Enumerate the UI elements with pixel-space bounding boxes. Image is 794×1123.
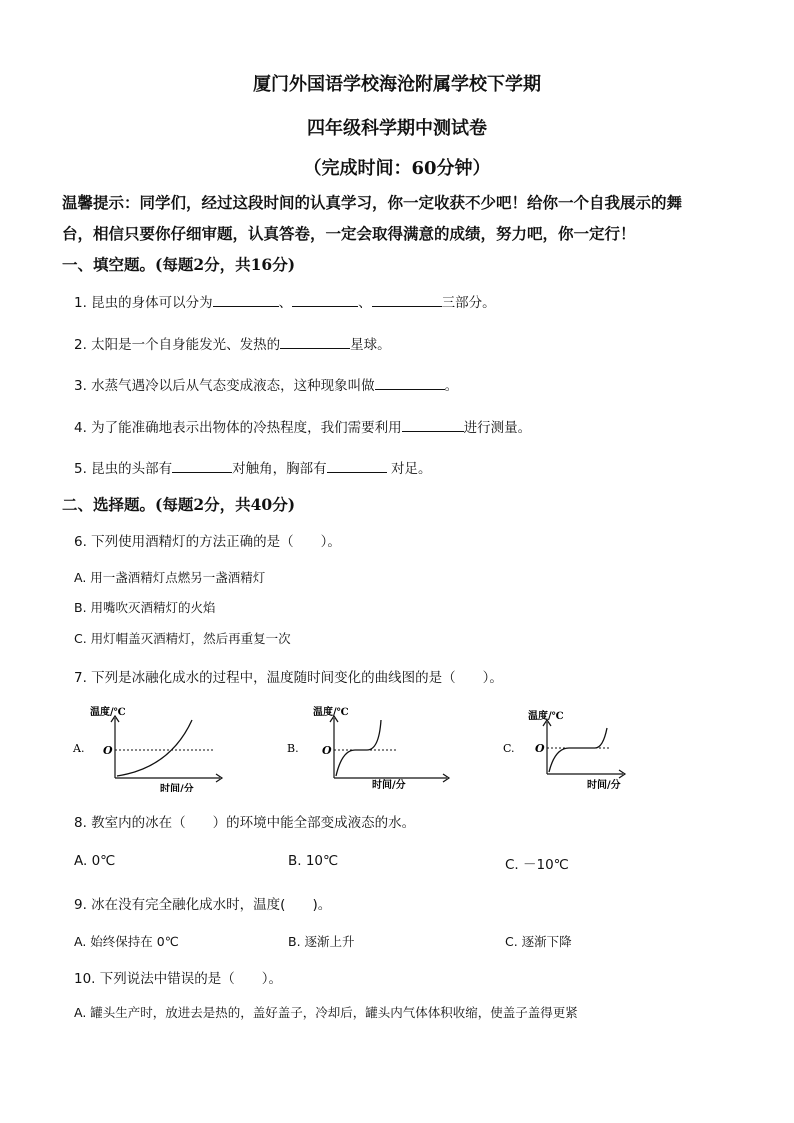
answer-blank[interactable] <box>375 375 445 390</box>
question-8-stem: 8. 教室内的冰在（ ）的环境中能全部变成液态的水。 <box>74 815 416 831</box>
question-3-text-a: 3. 水蒸气遇冷以后从气态变成液态，这种现象叫做 <box>74 378 375 394</box>
tip-line-1: 温馨提示：同学们，经过这段时间的认真学习，你一定收获不少吧！给你一个自我展示的舞 <box>62 193 683 212</box>
answer-blank[interactable] <box>292 292 358 307</box>
graph-b-chart <box>287 700 457 792</box>
graph-a-curve <box>117 720 192 776</box>
tip-line-2: 台，相信只要你仔细审题，认真答卷，一定会取得满意的成绩，努力吧，你一定行！ <box>62 224 636 243</box>
question-10-stem: 10. 下列说法中错误的是（ ）。 <box>74 971 283 987</box>
graph-a-label: A. <box>73 742 85 755</box>
graph-c-curve <box>549 728 607 772</box>
question-7-option-b[interactable] <box>287 700 457 796</box>
question-4-text-a: 4. 为了能准确地表示出物体的冷热程度，我们需要利用 <box>74 420 402 436</box>
question-8-option-c[interactable]: C. －10℃ <box>505 857 569 873</box>
answer-blank[interactable] <box>213 292 279 307</box>
question-8-option-b[interactable]: B. 10℃ <box>288 853 339 869</box>
exam-title-school: 厦门外国语学校海沧附属学校下学期 <box>253 74 541 95</box>
section-choice-title: 二、选择题。(每题2分，共40分) <box>62 495 296 514</box>
question-6-option-a[interactable]: A. 用一盏酒精灯点燃另一盏酒精灯 <box>74 570 266 585</box>
exam-time-limit: （完成时间：60分钟） <box>303 158 491 179</box>
question-9-option-b[interactable]: B. 逐渐上升 <box>288 934 355 949</box>
question-9-option-c[interactable]: C. 逐渐下降 <box>505 934 572 949</box>
question-1-text-b: 三部分。 <box>441 295 496 311</box>
question-2-text-a: 2. 太阳是一个自身能发光、发热的 <box>74 337 281 353</box>
question-10-option-a[interactable]: A. 罐头生产时，放进去是热的，盖好盖子，冷却后，罐头内气体体积收缩，使盖子盖得更紧 <box>74 1005 578 1020</box>
answer-blank[interactable] <box>172 458 232 473</box>
question-4-text-b: 进行测量。 <box>463 420 532 436</box>
question-7-option-a[interactable] <box>70 700 230 796</box>
graph-c-xlabel: 时间/分 <box>587 780 621 791</box>
question-1 <box>74 291 496 311</box>
question-5 <box>74 457 431 477</box>
question-6-option-c[interactable]: C. 用灯帽盖灭酒精灯，然后再重复一次 <box>74 631 291 646</box>
graph-a-xlabel: 时间/分 <box>160 784 194 792</box>
question-5-text-a: 5. 昆虫的头部有 <box>74 461 173 477</box>
separator: 、 <box>358 295 372 311</box>
question-1-text-a: 1. 昆虫的身体可以分为 <box>74 295 213 311</box>
graph-b-curve <box>336 720 381 776</box>
question-3-text-b: 。 <box>444 378 459 394</box>
graph-c-chart <box>503 700 633 792</box>
answer-blank[interactable] <box>402 417 464 432</box>
answer-blank[interactable] <box>280 334 350 349</box>
question-6-stem: 6. 下列使用酒精灯的方法正确的是（ ）。 <box>74 534 341 550</box>
graph-b-label: B. <box>287 742 299 755</box>
graph-c-label: C. <box>503 742 515 755</box>
graph-c-origin: O <box>535 742 545 755</box>
section-fill-in-title: 一、填空题。(每题2分，共16分) <box>62 255 296 274</box>
question-7-stem: 7. 下列是冰融化成水的过程中，温度随时间变化的曲线图的是（ ）。 <box>74 670 503 686</box>
graph-a-origin: O <box>103 744 113 757</box>
question-9-stem: 9. 冰在没有完全融化成水时，温度( )。 <box>74 897 332 913</box>
graph-a-ylabel: 温度/℃ <box>90 707 126 718</box>
graph-b-ylabel: 温度/℃ <box>313 707 349 718</box>
question-8-option-a[interactable]: A. 0℃ <box>74 853 116 869</box>
graph-b-xlabel: 时间/分 <box>372 780 406 791</box>
question-4 <box>74 416 531 436</box>
question-9-option-a[interactable]: A. 始终保持在 0℃ <box>74 934 179 949</box>
question-7-option-c[interactable] <box>503 700 633 796</box>
question-2 <box>74 333 391 353</box>
question-6-option-b[interactable]: B. 用嘴吹灭酒精灯的火焰 <box>74 600 216 615</box>
graph-a-chart <box>70 700 230 792</box>
question-5-text-b: 对触角，胸部有 <box>232 461 327 477</box>
answer-blank[interactable] <box>327 458 387 473</box>
graph-b-origin: O <box>322 744 332 757</box>
answer-blank[interactable] <box>372 292 442 307</box>
question-5-text-c: 对足。 <box>386 461 432 477</box>
exam-title-grade: 四年级科学期中测试卷 <box>307 118 487 139</box>
graph-c-ylabel: 温度/℃ <box>528 711 564 722</box>
question-2-text-b: 星球。 <box>350 337 391 353</box>
question-3 <box>74 374 458 394</box>
separator: 、 <box>278 295 293 311</box>
